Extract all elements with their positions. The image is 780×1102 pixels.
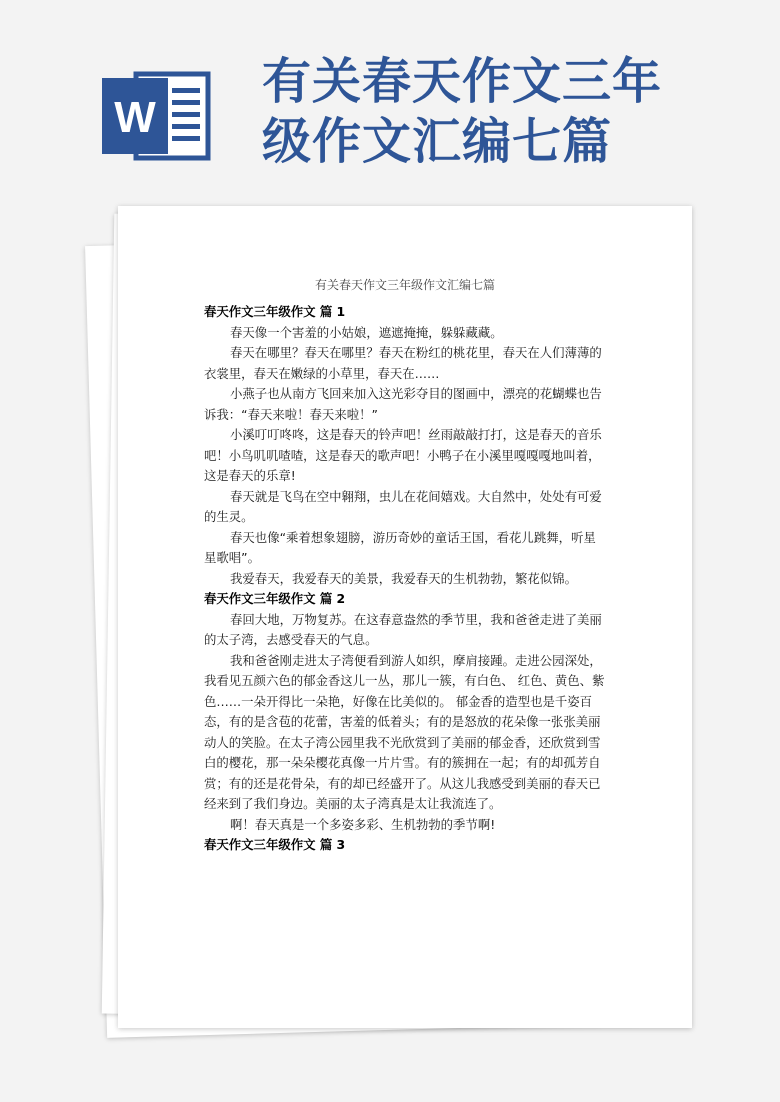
paragraph: 我和爸爸刚走进太子湾便看到游人如织，摩肩接踵。走进公园深处，我看见五颜六色的郁金香这儿一丛，那儿一簇，有白色、 红色、黄色、紫色……一朵开得比一朵艳，好像在比美似的。 郁金香的造型也是千姿百态，有的是含苞的花蕾，害羞的低着头；有的是怒放的花朵像一张张美丽动人的笑脸。在太子湾公园里我不光欣赏到了美丽的郁金香，还欣赏到雪白的樱花，那一朵朵樱花真像一片片雪。有的簇拥在一起；有的却孤芳自赏；有的还是花骨朵，有的却已经盛开了。从这儿我感受到美丽的春天已经来到了我们身边。美丽的太子湾真是太让我流连了。 xyxy=(204,652,605,811)
word-document-icon xyxy=(96,68,216,164)
paragraph: 春天在哪里？春天在哪里？春天在粉红的桃花里，春天在人们薄薄的衣裳里，春天在嫩绿的小草里，春天在…… xyxy=(204,345,602,381)
document-body xyxy=(204,302,608,856)
word-icon-line xyxy=(172,88,200,93)
paragraph: 春天也像“乘着想象翅膀，游历奇妙的童话王国，看花儿跳舞，听星星歌唱”。 xyxy=(204,529,596,565)
banner-title-line-2: 级作文汇编七篇 xyxy=(262,113,613,170)
word-icon-line xyxy=(172,112,200,117)
paragraph: 春回大地，万物复苏。在这春意盎然的季节里，我和爸爸走进了美丽的太子湾，去感受春天的气息。 xyxy=(204,611,602,647)
banner-title-line-1: 有关春天作文三年 xyxy=(262,53,663,110)
paragraph: 小溪叮叮咚咚，这是春天的铃声吧！丝雨敲敲打打，这是春天的音乐吧！小鸟叽叽喳喳，这是春天的歌声吧！小鸭子在小溪里嘎嘎嘎地叫着，这是春天的乐章! xyxy=(204,427,602,483)
document-page xyxy=(118,206,692,1028)
word-icon-line xyxy=(172,124,200,129)
banner-title xyxy=(262,52,762,172)
word-icon-letter: W xyxy=(114,93,156,142)
document-header: 有关春天作文三年级作文汇编七篇 xyxy=(314,278,495,292)
section-heading: 春天作文三年级作文 篇 2 xyxy=(204,591,346,606)
section-heading: 春天作文三年级作文 篇 3 xyxy=(204,837,346,852)
paragraph: 春天像一个害羞的小姑娘，遮遮掩掩，躲躲藏藏。 xyxy=(230,324,503,340)
word-icon-line xyxy=(172,136,200,141)
section-heading: 春天作文三年级作文 篇 1 xyxy=(204,304,346,319)
paragraph: 小燕子也从南方飞回来加入这光彩夺目的图画中，漂亮的花蝴蝶也告诉我：“春天来啦！春天来啦！” xyxy=(204,386,602,422)
paragraph: 啊！春天真是一个多姿多彩、生机勃勃的季节啊! xyxy=(230,816,496,832)
paragraph: 春天就是飞鸟在空中翱翔，虫儿在花间嬉戏。大自然中，处处有可爱的生灵。 xyxy=(204,488,602,524)
paragraph: 我爱春天，我爱春天的美景，我爱春天的生机勃勃，繁花似锦。 xyxy=(230,570,577,586)
word-icon-line xyxy=(172,100,200,105)
